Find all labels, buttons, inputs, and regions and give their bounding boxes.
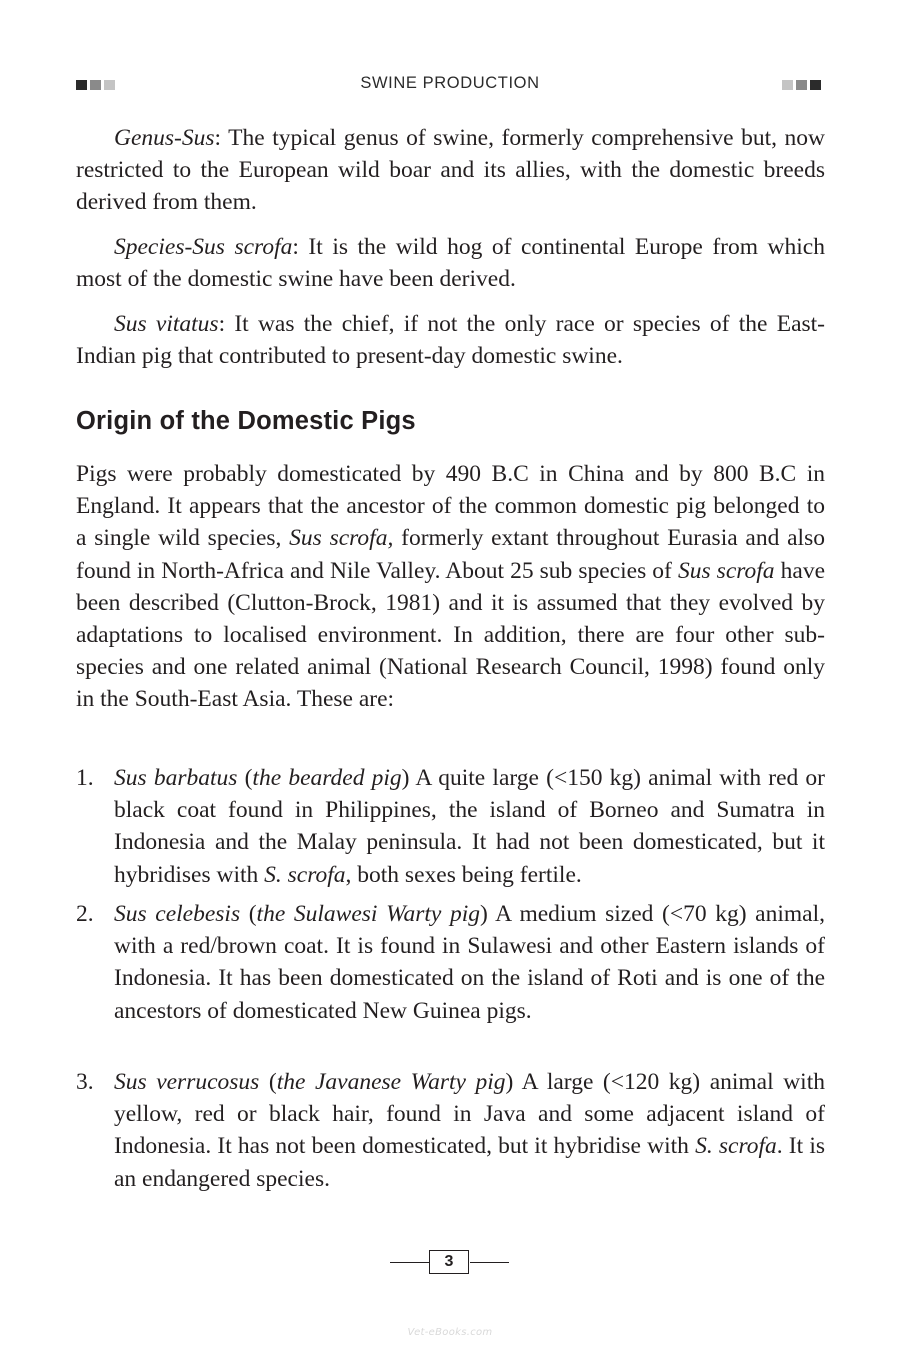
item-text: ) A quite large (<150 kg) animal with red or black coat found in Philippines, the island of Borneo and Sumatra in Indonesia and the Malay peninsula. It had not been domesticated, but it hybridises with xyxy=(114,765,826,888)
item-text-end: . It is an endangered species. xyxy=(114,1133,825,1192)
species-ref: S. scrofa xyxy=(264,861,346,888)
list-number: 2. xyxy=(76,901,94,927)
paragraph-species xyxy=(76,231,825,295)
species-name: Sus verrucosus xyxy=(114,1069,260,1095)
running-title: SWINE PRODUCTION xyxy=(360,74,540,92)
paragraph-vitatus xyxy=(76,308,825,372)
section-heading: Origin of the Domestic Pigs xyxy=(76,407,416,435)
species-list-item-2 xyxy=(76,898,825,1027)
species-list-item-3 xyxy=(76,1066,825,1195)
paren: ( xyxy=(237,765,253,791)
species-list-item-1 xyxy=(76,762,825,891)
item-text: ) A large (<120 kg) animal with yellow, red or black hair, found in Java and some adjacent island of Indonesia. It has not been domesticated, but it hybridise with xyxy=(114,1069,825,1160)
common-name: the Sulawesi Warty pig xyxy=(256,901,480,927)
common-name: the Javanese Warty pig xyxy=(276,1069,506,1095)
text-species: : It is the wild hog of continental Europe from which most of the domestic swine have been derived. xyxy=(76,234,825,293)
paragraph-origin xyxy=(76,458,825,716)
origin-text-2: formerly extant throughout Eurasia and also found in North-Africa and Nile Valley. About 25 sub species of xyxy=(76,525,825,584)
page-number-rule-left xyxy=(390,1262,430,1263)
origin-species-1: Sus scrofa, xyxy=(289,525,394,552)
origin-species-2: Sus scrofa xyxy=(677,557,775,584)
common-name: the bearded pig xyxy=(252,765,402,791)
term-genus: Genus-Sus xyxy=(114,125,215,151)
paren: ( xyxy=(240,901,257,927)
text-genus: : The typical genus of swine, formerly comprehensive but, now restricted to the European wild boar and its allies, with the domestic breeds derived from them. xyxy=(76,125,825,216)
species-ref: S. scrofa xyxy=(695,1133,777,1160)
paren: ( xyxy=(259,1069,277,1095)
list-number: 1. xyxy=(76,765,94,791)
origin-text-1: Pigs were probably domesticated by 490 B.C in China and by 800 B.C in England. It appears that the ancestor of the common domestic pig belonged to a single wild species, xyxy=(76,461,825,552)
term-vitatus: Sus vitatus xyxy=(114,311,219,337)
list-number: 3. xyxy=(76,1069,94,1095)
species-name: Sus celebesis xyxy=(114,901,241,927)
watermark: Vet-eBooks.com xyxy=(407,1327,493,1338)
header-ornament-right xyxy=(782,80,821,90)
species-name: Sus barbatus xyxy=(114,765,238,791)
paragraph-genus xyxy=(76,122,825,219)
item-text-end: , both sexes being fertile. xyxy=(345,861,582,888)
text-vitatus: : It was the chief, if not the only race or species of the East-Indian pig that contributed to present-day domestic swine. xyxy=(76,311,825,370)
origin-text-3: have been described (Clutton-Brock, 1981) and it is assumed that they evolved by adaptations to localised environment. In addition, there are four other sub-species and one related animal (National Research Council, 1998) found only in the South-East Asia. These are: xyxy=(76,557,825,713)
item-text: ) A medium sized (<70 kg) animal, with a red/brown coat. It is found in Sulawesi and other Eastern islands of Indonesia. It has been domesticated on the island of Roti and is one of the ancestors of domesticated New Guinea pigs. xyxy=(114,901,825,1024)
term-species: Species-Sus scrofa xyxy=(114,234,293,260)
page-number-rule-right xyxy=(470,1262,509,1263)
page-number: 3 xyxy=(429,1250,469,1274)
